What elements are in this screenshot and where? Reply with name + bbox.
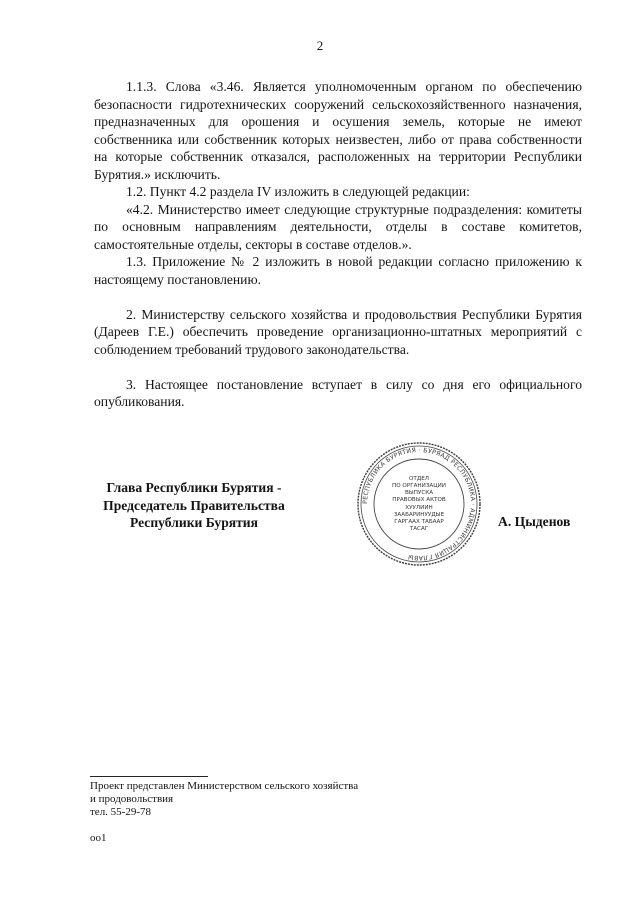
- paragraph-2: 2. Министерству сельского хозяйства и продовольствия Республики Бурятия (Дареев Г.Е.) обеспечить проведение организационно-штатных мероприятий с соблюдением требований трудового законодательства.: [94, 306, 582, 357]
- footer-line: и продовольствия: [90, 793, 174, 805]
- document-body: [94, 78, 582, 411]
- stamp-inner-line: ОТДЕЛ: [409, 476, 429, 482]
- stamp-ring-text: РЕСПУБЛИКА БУРЯТИЯ · БУРЯАД РЕСПУБЛИКА · АДМИНИСТРАЦИЯ ГЛАВЫ: [361, 446, 477, 562]
- signer-position-line: Глава Республики Бурятия -: [106, 480, 282, 495]
- official-seal-stamp: [355, 440, 483, 568]
- footer-line: Проект представлен Министерством сельского хозяйства: [90, 780, 359, 792]
- paragraph-4-2-quote: «4.2. Министерство имеет следующие структурные подразделения: комитеты по основным направлениям деятельности, отделы в составе комитетов, самостоятельные отделы, секторы в составе отделов.».: [94, 201, 582, 252]
- signer-position-line: Председатель Правительства: [103, 497, 285, 513]
- stamp-inner-line: ПО ОРГАНИЗАЦИИ: [392, 483, 446, 489]
- paragraph-1-2: 1.2. Пункт 4.2 раздела IV изложить в следующей редакции:: [126, 184, 470, 199]
- footer-phone: тел. 55-29-78: [90, 806, 152, 818]
- signer-position-line: Республики Бурятия: [129, 515, 258, 530]
- page-number: 2: [316, 38, 324, 53]
- footer-note: [90, 780, 358, 819]
- paragraph-3: 3. Настоящее постановление вступает в силу со дня его официального опубликования.: [94, 376, 582, 409]
- stamp-inner-line: ТАСАГ: [409, 526, 429, 532]
- paragraph-1-3: 1.3. Приложение № 2 изложить в новой редакции согласно приложению к настоящему постановлению.: [94, 254, 582, 287]
- stamp-inner-line: ПРАВОВЫХ АКТОВ: [392, 497, 446, 503]
- paragraph-1-1-3: 1.1.3. Слова «3.46. Является уполномоченным органом по обеспечению безопасности гидротехнических сооружений сельскохозяйственного назначения, предназначенных для орошения и осушения земель, которые не имеют собственника или собственник которых неизвестен, либо от права собственности на которые собственник отказался, расположенных на территории Республики Бурятия.» исключить.: [94, 79, 582, 182]
- document-code: оо1: [90, 832, 107, 844]
- stamp-inner-line: ХУУЛИИН: [405, 505, 433, 511]
- stamp-inner-line: ЗААБАРИНУУДЫЕ: [393, 512, 445, 518]
- stamp-inner-line: ВЫПУСКА: [404, 490, 434, 496]
- signer-position: [88, 479, 300, 532]
- footer-divider: [90, 776, 208, 777]
- signer-name: А. Цыденов: [498, 514, 571, 529]
- stamp-inner-line: ГАРГААХ ТАБААР: [394, 519, 444, 525]
